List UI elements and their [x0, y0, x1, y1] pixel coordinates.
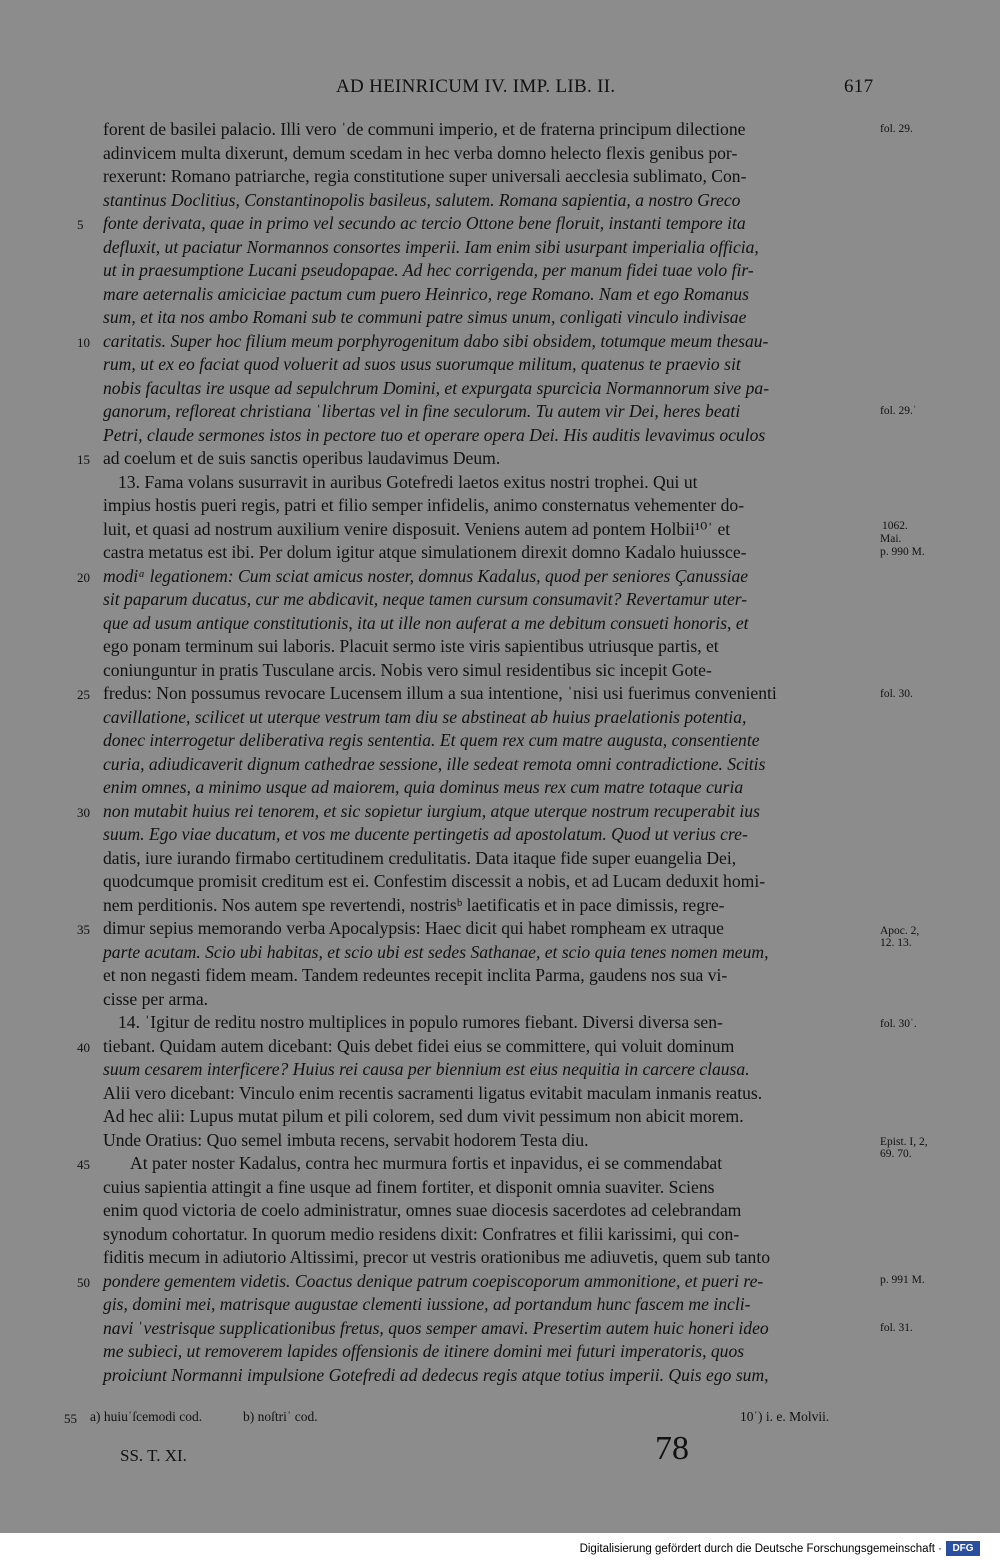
margin-note: 69. 70.	[880, 1148, 912, 1160]
text-line: Petri, claude sermones istos in pectore tuo et operare opera Dei. His auditis levavimus oculos	[103, 424, 766, 445]
text-line: enim quod victoria de coelo administratur, omnes suae diocesis sacerdotes ad celebrandam	[103, 1200, 742, 1220]
text-line: synodum cohortatur. In quorum medio residens dixit: Confratres et filii karissimi, qui con-	[103, 1223, 740, 1244]
line-number: 30	[77, 804, 90, 820]
line-number: 20	[77, 569, 90, 585]
text-line: et non negasti fidem meam. Tandem redeuntes recepit inclita Parma, gaudens nos sua vi-	[103, 965, 728, 985]
text-line: non mutabit huius rei tenorem, et sic sopietur iurgium, atque uterque nostrum recuperabit ius	[103, 800, 760, 821]
running-head: AD HEINRICUM IV. IMP. LIB. II.	[336, 76, 616, 97]
text-line: fonte derivata, quae in primo vel secundo ac tercio Ottone bene floruit, instanti tempore ita	[103, 213, 746, 233]
text-line: que ad usum antique constitutionis, ita ut ille non auferat a me debitum consueti honoris, et	[103, 612, 749, 633]
page-number: 617	[844, 76, 874, 97]
text-line: parte acutam. Scio ubi habitas, et scio ubi est sedes Sathanae, et scio quia tenes nomen meum,	[103, 941, 769, 962]
text-line: ganorum, refloreat christiana ˈlibertas vel in fine seculorum. Tu autem vir Dei, heres beati	[103, 401, 741, 421]
margin-note: Apoc. 2,	[880, 925, 920, 937]
margin-note: fol. 30.	[880, 688, 913, 700]
text-line: 13. Fama volans susurravit in auribus Gotefredi laetos exitus nostri trophei. Qui ut	[118, 471, 698, 492]
text-line: rexerunt: Romano patriarche, regia constitutione super universali aecclesia sublimato, Con-	[103, 166, 747, 186]
margin-note: p. 990 M.	[880, 546, 925, 558]
text-line: enim omnes, a minimo usque ad maiorem, quia dominus meus rex cum matre totaque curia	[103, 777, 744, 797]
text-line: ad coelum et de suis sanctis operibus laudavimus Deum.	[103, 448, 501, 468]
margin-note: 1062.	[882, 520, 908, 532]
text-line: ego ponam terminum sui laboris. Placuit sermo iste viris sapientibus utriusque partis, et	[103, 636, 719, 656]
text-line: coniunguntur in pratis Tusculane arcis. Nobis vero simul residentibus sic incepit Gote-	[103, 659, 712, 680]
text-line: impius hostis pueri regis, patri et filio semper infidelis, animo consternatus vehementer do-	[103, 495, 745, 515]
text-line: tiebant. Quidam autem dicebant: Quis debet fidei eius se committere, qui voluit dominum	[103, 1035, 735, 1056]
text-line: sit paparum ducatus, cur me abdicavit, neque tamen cursum consumavit? Revertamur uter-	[103, 589, 748, 609]
text-line: curia, adiudicaverit dignum cathedrae sessione, ille sedeat remota omni contradictione. Scitis	[103, 753, 766, 774]
margin-note: fol. 29.ˈ	[880, 405, 917, 417]
text-line: Alii vero dicebant: Vinculo enim recentis sacramenti ligatus evitabit maculam inmanis reatus.	[103, 1082, 763, 1103]
series-signature: SS. T. XI.	[120, 1446, 187, 1465]
text-line: datis, iure iurando firmabo certitudinem credulitatis. Data itaque fide super euangelia Dei,	[103, 847, 737, 868]
line-number: 25	[77, 687, 90, 702]
text-line: donec interrogetur deliberativa regis sententia. Et quem rex cum matre augusta, consentiente	[103, 730, 760, 750]
margin-note: fol. 29.	[880, 123, 913, 135]
text-line: stantinus Doclitius, Constantinopolis basileus, salutem. Romana sapientia, a nostro Greco	[103, 189, 741, 210]
margin-note: Mai.	[880, 533, 902, 545]
line-number: 35	[77, 922, 90, 937]
margin-note: 12. 13.	[880, 937, 912, 949]
dfg-logo: DFG	[946, 1541, 980, 1556]
text-line: gis, domini mei, matrisque augustae clementi iussione, ad portandum hunc fascem me incli-	[103, 1294, 751, 1314]
text-line: nem perditionis. Nos autem spe revertendi, nostrisᵇ laetificatis et in pace dimissis, regre-	[103, 894, 725, 915]
text-line: nobis facultas ire usque ad sepulchrum Domini, et expurgata spurcicia Normannorum sive pa-	[103, 377, 770, 398]
margin-note: fol. 31.	[880, 1322, 913, 1334]
text-line: fiditis mecum in adiutorio Altissimi, precor ut vestris orationibus me adiuvetis, quem sub tanto	[103, 1247, 771, 1267]
line-number: 15	[77, 452, 90, 467]
text-line: sum, et ita nos ambo Romani sub te communi patre simus unum, conligati vinculo indivisae	[103, 307, 747, 327]
line-number: 50	[77, 1274, 90, 1290]
line-number: 45	[77, 1157, 90, 1172]
text-line: fredus: Non possumus revocare Lucensem illum a sua intentione, ˈnisi usi fuerimus convenienti	[103, 683, 777, 703]
text-line: suum. Ego viae ducatum, et vos me ducente pertingetis ad apostolatum. Quod ut verius cre-	[103, 824, 748, 844]
text-line: navi ˈvestrisque supplicationibus fretus, quos semper amavi. Presertim autem huic honeri ideo	[103, 1317, 769, 1338]
text-line: pondere gementem videtis. Coactus denique patrum coepiscoporum ammonitione, et pueri re-	[103, 1270, 764, 1291]
line-number: 10	[77, 334, 90, 350]
text-line: cisse per arma.	[103, 988, 209, 1009]
margin-note: fol. 30ˈ.	[880, 1018, 917, 1030]
text-line: suum cesarem interficere? Huius rei causa per biennium est eius nequitia in carcere clausa.	[103, 1059, 750, 1079]
text-line: luit, et quasi ad nostrum auxilium venire disposuit. Veniens autem ad pontem Holbii¹⁰ˈ et	[103, 518, 731, 539]
text-line: At pater noster Kadalus, contra hec murmura fortis et inpavidus, ei se commendabat	[130, 1153, 723, 1173]
line-number: 5	[77, 217, 84, 232]
text-line: adinvicem multa dixerunt, demum scedam in hec verba domno helecto flexis genibus por-	[103, 142, 738, 163]
margin-note: p. 991 M.	[880, 1274, 925, 1286]
text-line: Ad hec alii: Lupus mutat pilum et pili colorem, sed dum vivit pessimum non abicit morem.	[103, 1106, 744, 1126]
margin-note: Epist. I, 2,	[880, 1136, 928, 1148]
text-line: ut in praesumptione Lucani pseudopapae. Ad hec corrigenda, per manum fidei tuae volo fir-	[103, 260, 754, 280]
footnote-b: b) noſtriˈ cod.	[243, 1409, 318, 1424]
sheet-number: 78	[655, 1430, 689, 1467]
text-line: 14. ˈIgitur de reditu nostro multiplices in populo rumores fiebant. Diversi diversa sen-	[118, 1012, 723, 1032]
text-line: quodcumque promisit creditum est ei. Confestim discessit a nobis, et ad Lucam deduxit homi-	[103, 871, 766, 891]
text-line: proiciunt Normanni impulsione Gotefredi ad dedecus regis atque totius imperii. Quis ego sum,	[103, 1364, 769, 1385]
text-line: forent de basilei palacio. Illi vero ˈde communi imperio, et de fraterna principum dilectione	[103, 119, 746, 139]
line-number: 40	[77, 1039, 90, 1055]
footnote-a: a) huiuˈſcemodi cod.	[90, 1409, 203, 1424]
footnote-c: 10ˈ) i. e. Molvii.	[740, 1409, 830, 1424]
text-line: Unde Oratius: Quo semel imbuta recens, servabit hodorem Testa diu.	[103, 1129, 589, 1150]
text-line: defluxit, ut paciatur Normannos consortes imperii. Iam enim sibi usurpant imperialia officia,	[103, 236, 759, 257]
text-line: cuius sapientia attingit a fine usque ad finem fortiter, et disponit omnia suaviter. Sciens	[103, 1176, 715, 1197]
text-line: mare aeternalis amiciciae pactum cum puero Heinrico, rege Romano. Nam et ego Romanus	[103, 283, 749, 304]
line-number: 55	[64, 1411, 77, 1426]
text-line: cavillatione, scilicet ut uterque vestrum tam diu se abstineat ab huius praelationis potentia,	[103, 706, 747, 727]
credit-text: Digitalisierung gefördert durch die Deutsche Forschungsgemeinschaft ·	[579, 1543, 942, 1555]
text-line: modiᵃ legationem: Cum sciat amicus noster, domnus Kadalus, quod per seniores Çanussiae	[103, 565, 749, 586]
text-line: rum, ut ex eo faciat quod voluerit ad suos usus suorumque militum, quatenus te praevio sit	[103, 354, 741, 374]
text-line: dimur sepius memorando verba Apocalypsis: Haec dicit qui habet rompheam ex utraque	[103, 918, 724, 938]
text-line: me subieci, ut removerem lapides offensionis de itinere domini mei futuri imperatoris, quos	[103, 1341, 745, 1361]
text-line: caritatis. Super hoc filium meum porphyrogenitum dabo sibi obsidem, totumque meum thesau-	[103, 330, 769, 351]
text-line: castra metatus est ibi. Per dolum igitur atque simulationem direxit domno Kadalo huiussce-	[103, 542, 747, 562]
